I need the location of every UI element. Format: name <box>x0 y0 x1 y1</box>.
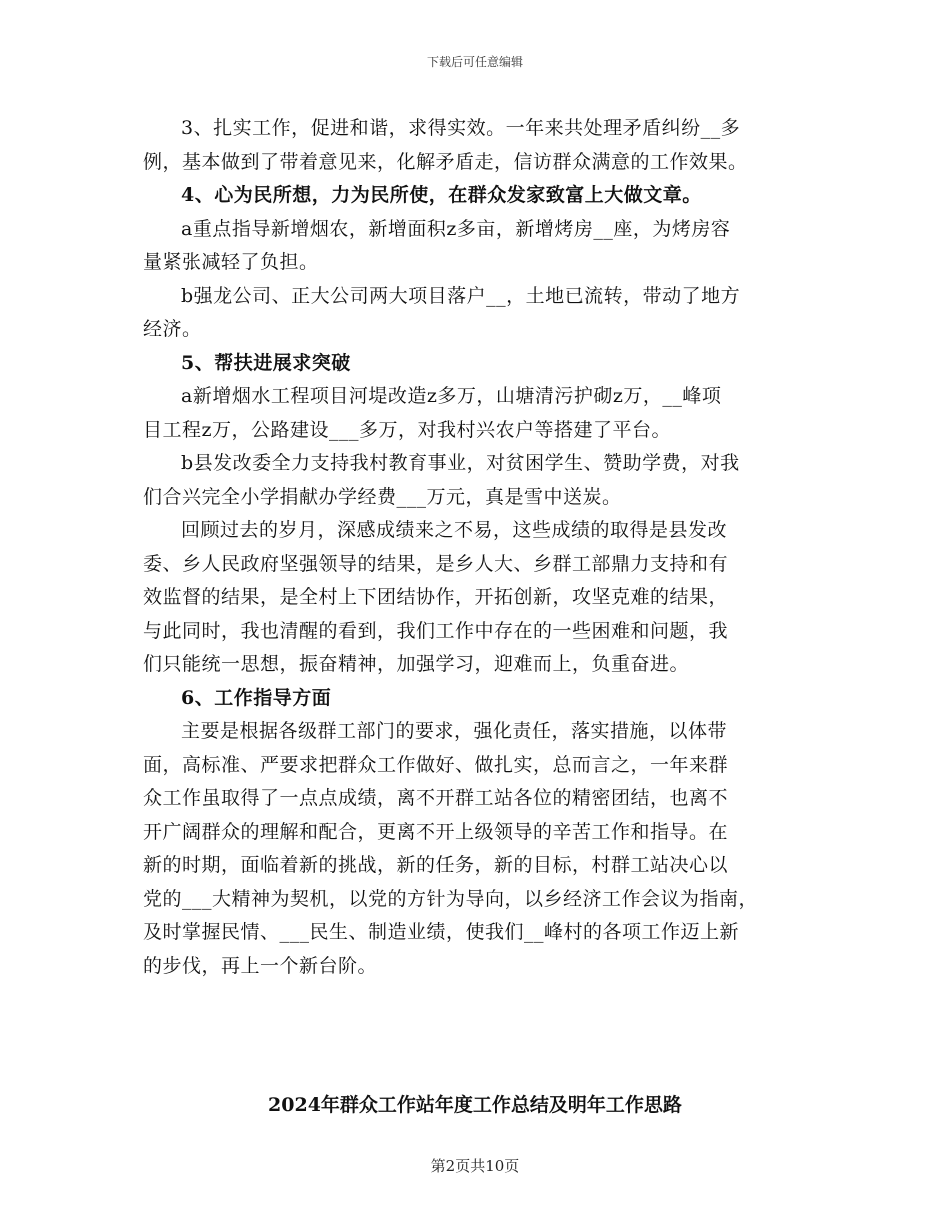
section-5-heading: 5、帮扶进展求突破 <box>181 351 351 374</box>
document-body <box>143 112 813 983</box>
guidance-paragraph-line-8: 的步伐，再上一个新台阶。 <box>143 954 378 977</box>
item-4a-line-2: 量紧张减轻了负担。 <box>143 251 319 273</box>
review-paragraph-line-3: 效监督的结果，是全村上下团结协作，开拓创新，攻坚克难的结果， <box>143 586 729 608</box>
item-5a-line-1: a新增烟水工程项目河堤改造z多万，山塘清污护砌z万，__峰项 <box>181 385 722 407</box>
guidance-paragraph-line-2: 面，高标准、严要求把群众工作做好、做扎实，总而言之，一年来群 <box>143 753 729 776</box>
guidance-paragraph-line-3: 众工作虽取得了一点点成绩，离不开群工站各位的精密团结，也离不 <box>143 787 729 809</box>
item-5a-line-2: 目工程z万，公路建设___多万，对我村兴农户等搭建了平台。 <box>143 418 672 441</box>
paragraph-3-line-2: 例，基本做到了带着意见来，化解矛盾走，信访群众满意的工作效果。 <box>143 150 748 173</box>
item-5b-line-2: 们合兴完全小学捐献办学经费___万元，真是雪中送炭。 <box>143 485 622 508</box>
review-paragraph-line-4: 与此同时，我也清醒的看到，我们工作中存在的一些困难和问题，我 <box>143 619 729 642</box>
next-document-title: 2024年群众工作站年度工作总结及明年工作思路 <box>268 1094 682 1116</box>
review-paragraph-line-2: 委、乡人民政府坚强领导的结果，是乡人大、乡群工部鼎力支持和有 <box>143 552 729 575</box>
item-4a-line-1: a重点指导新增烟农，新增面积z多亩，新增烤房__座，为烤房容 <box>181 217 731 240</box>
guidance-paragraph-line-7: 及时掌握民情、___民生、制造业绩，使我们__峰村的各项工作迈上新 <box>143 921 740 943</box>
guidance-paragraph-line-4: 开广阔群众的理解和配合，更离不开上级领导的辛苦工作和指导。在 <box>143 820 729 843</box>
item-4b-line-2: 经济。 <box>143 318 202 340</box>
page-footer: 第2页共10页 <box>430 1157 520 1175</box>
section-4-heading: 4、心为民所想，力为民所使，在群众发家致富上大做文章。 <box>181 184 702 206</box>
paragraph-3-line-1: 3、扎实工作，促进和谐，求得实效。一年来共处理矛盾纠纷__多 <box>181 117 741 139</box>
review-paragraph-line-5: 们只能统一思想，振奋精神，加强学习，迎难而上，负重奋进。 <box>143 653 690 675</box>
guidance-paragraph-line-6: 党的___大精神为契机，以党的方针为导向，以乡经济工作会议为指南， <box>143 887 759 910</box>
item-4b-line-1: b强龙公司、正大公司两大项目落户__，土地已流转，带动了地方 <box>181 284 741 307</box>
item-5b-line-1: b县发改委全力支持我村教育事业，对贫困学生、赞助学费，对我 <box>181 452 740 474</box>
guidance-paragraph-line-5: 新的时期，面临着新的挑战，新的任务，新的目标，村群工站决心以 <box>143 854 729 876</box>
page-header: 下载后可任意编辑 <box>426 55 523 69</box>
review-paragraph-line-1: 回顾过去的岁月，深感成绩来之不易，这些成绩的取得是县发改 <box>181 519 728 541</box>
section-6-heading: 6、工作指导方面 <box>181 686 332 709</box>
guidance-paragraph-line-1: 主要是根据各级群工部门的要求，强化责任，落实措施，以体带 <box>181 720 728 742</box>
